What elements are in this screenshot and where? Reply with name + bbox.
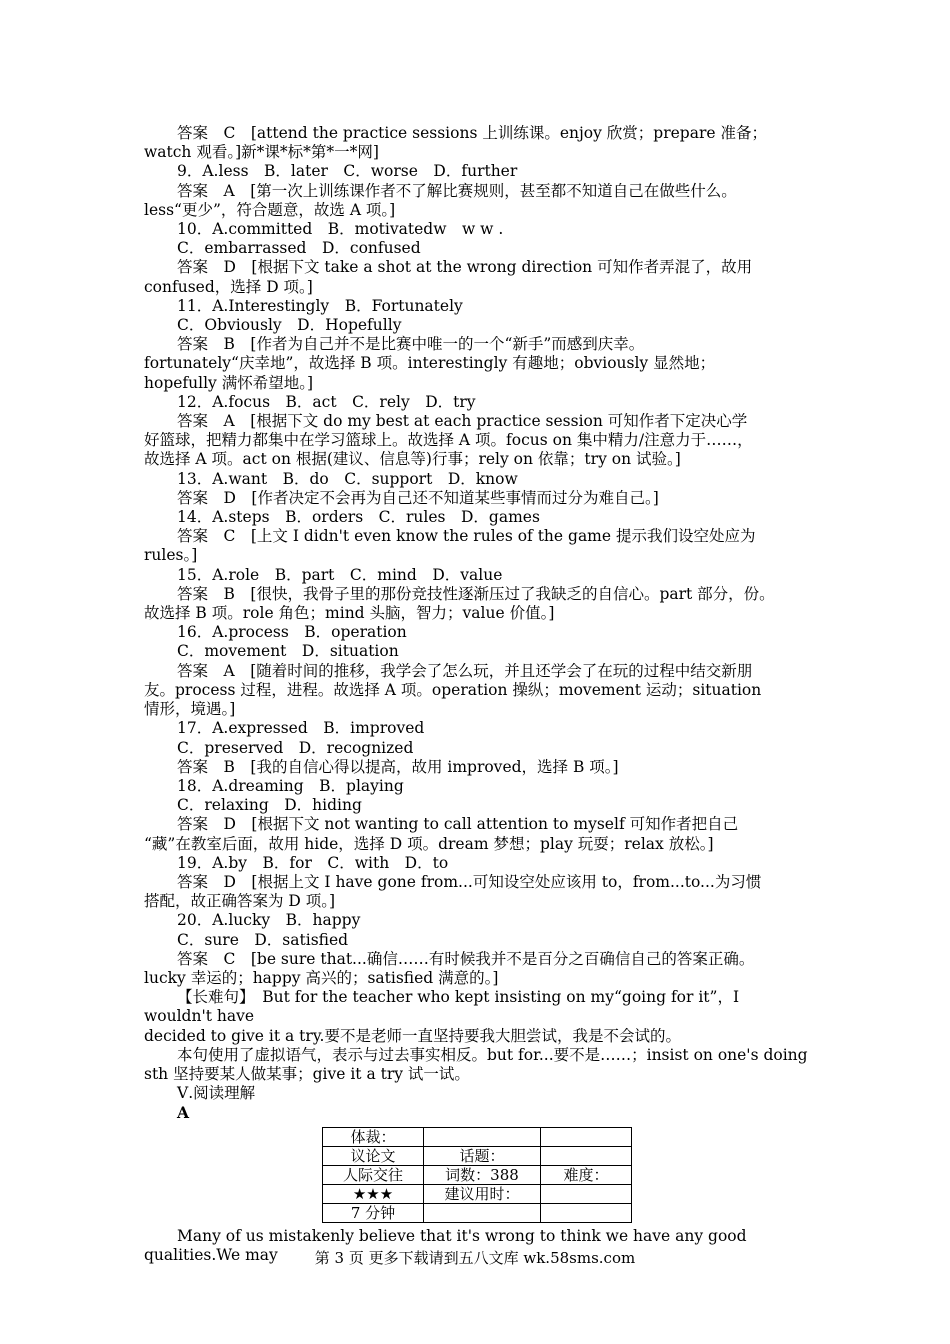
table-cell [541,1203,632,1222]
answer-11-line-1: 答案 B [作者为自己并不是比赛中唯一的一个“新手”而感到庆幸。 [177,335,645,354]
passage-info-table [322,1127,632,1223]
question-20-line-1: 20．A.lucky B．happy [177,911,361,930]
answer-14-line-1: 答案 C [上文 I didn't even know the rules of the game 提示我们设空处应为 [177,527,756,546]
table-cell: 7 分钟 [323,1203,424,1222]
answer-14-line-2: rules。] [144,546,198,565]
answer-12-line-1: 答案 A [根据下文 do my best at each practice session 可知作者下定决心学 [177,412,748,431]
question-10-line-1: 10．A.committed B．motivatedw w w . [177,220,504,239]
table-cell [541,1146,632,1165]
question-18-line-1: 18．A.dreaming B．playing [177,776,404,795]
question-9: 9．A.less B．later C．worse D．further [177,162,518,181]
answer-15-line-2: 故选择 B 项。role 角色；mind 头脑，智力；value 价值。] [144,604,555,623]
long-sentence-line-1: 【长难句】 But for the teacher who kept insisting on my“going for it”，I wouldn't have [144,988,740,1026]
question-17-line-2: C．preserved D．recognized [177,738,414,757]
question-12: 12．A.focus B．act C．rely D．try [177,392,476,411]
answer-11-line-2: fortunately“庆幸地”，故选择 B 项。interestingly 有趣地；obviously 显然地； [144,354,716,373]
table-row [323,1146,632,1165]
table-cell [541,1184,632,1203]
answer-18-line-2: “藏”在教室后面，故用 hide，选择 D 项。dream 梦想；play 玩耍；relax 放松。] [144,834,714,853]
answer-9-line-1: 答案 A [第一次上训练课作者不了解比赛规则，甚至都不知道自己在做些什么。 [177,181,737,200]
answer-16-line-1: 答案 A [随着时间的推移，我学会了怎么玩，并且还学会了在玩的过程中结交新朋 [177,661,753,680]
table-row [323,1127,632,1146]
table-cell: 话题： [424,1146,541,1165]
question-16-line-2: C．movement D．situation [177,642,399,661]
answer-8-line-2: watch 观看。]新*课*标*第*一*网] [144,143,379,162]
answer-20-line-1: 答案 C [be sure that...确信……有时候我并不是百分之百确信自己的答案正确。 [177,949,755,968]
table-cell: 建议用时： [424,1184,541,1203]
answer-10-line-1: 答案 D [根据下文 take a shot at the wrong direction 可知作者弄混了，故用 [177,258,753,277]
answer-18-line-1: 答案 D [根据下文 not wanting to call attention to myself 可知作者把自己 [177,815,739,834]
page-footer: 第 3 页 更多下载请到五八文库 wk.58sms.com [314,1249,636,1267]
table-cell [541,1127,632,1146]
table-row [323,1184,632,1203]
answer-15-line-1: 答案 B [很快，我骨子里的那份竞技性逐渐压过了我缺乏的自信心。part 部分，份。 [177,584,775,603]
table-cell: 词数：388 [424,1165,541,1184]
answer-9-line-2: less“更少”，符合题意，故选 A 项。] [144,200,396,219]
table-cell: 难度： [541,1165,632,1184]
passage-label: A [177,1103,190,1123]
answer-12-line-2: 好篮球，把精力都集中在学习篮球上。故选择 A 项。focus on 集中精力/注意力于……， [144,431,753,450]
question-11-line-1: 11．A.Interestingly B．Fortunately [177,296,463,315]
question-18-line-2: C．relaxing D．hiding [177,796,362,815]
answer-17: 答案 B [我的自信心得以提高，故用 improved，选择 B 项。] [177,757,619,776]
document-body [144,124,810,1265]
question-17-line-1: 17．A.expressed B．improved [177,719,425,738]
answer-16-line-2: 友。process 过程，进程。故选择 A 项。operation 操纵；movement 运动；situation [144,680,762,699]
question-14: 14．A.steps B．orders C．rules D．games [177,508,540,527]
answer-19-line-2: 搭配，故正确答案为 D 项。] [144,892,336,911]
section-heading-reading: Ⅴ.阅读理解 [177,1084,256,1103]
table-cell [424,1203,541,1222]
passage-first-line: Many of us mistakenly believe that it's wrong to think we have any good qualities.We may [144,1226,747,1264]
question-15: 15．A.role B．part C．mind D．value [177,565,503,584]
table-cell [424,1127,541,1146]
question-11-line-2: C．Obviously D．Hopefully [177,316,402,335]
question-19: 19．A.by B．for C．with D．to [177,853,449,872]
answer-13: 答案 D [作者决定不会再为自己还不知道某些事情而过分为难自己。] [177,488,659,507]
answer-10-line-2: confused，选择 D 项。] [144,277,313,296]
table-row [323,1203,632,1222]
question-13: 13．A.want B．do C．support D．know [177,469,518,488]
grammar-note-line-1: 本句使用了虚拟语气，表示与过去事实相反。but for...要不是……；insist on one's doing [177,1045,808,1064]
answer-16-line-3: 情形，境遇。] [144,700,236,719]
long-sentence-line-2: decided to give it a try.要不是老师一直坚持要我大胆尝试，我是不会试的。 [144,1026,681,1045]
table-row [323,1165,632,1184]
table-cell: 体裁： [323,1127,424,1146]
answer-20-line-2: lucky 幸运的；happy 高兴的；satisfied 满意的。] [144,968,499,987]
question-10-line-2: C．embarrassed D．confused [177,239,421,258]
answer-12-line-3: 故选择 A 项。act on 根据(建议、信息等)行事；rely on 依靠；try on 试验。] [144,450,681,469]
answer-11-line-3: hopefully 满怀希望地。] [144,373,314,392]
table-cell: 人际交往 [323,1165,424,1184]
answer-8-line-1: 答案 C [attend the practice sessions 上训练课。enjoy 欣赏；prepare 准备； [177,124,767,142]
question-20-line-2: C．sure D．satisfied [177,930,349,949]
question-16-line-1: 16．A.process B．operation [177,623,407,642]
grammar-note-line-2: sth 坚持要某人做某事；give it a try 试一试。 [144,1064,470,1083]
table-cell: ★★★ [323,1184,424,1203]
answer-19-line-1: 答案 D [根据上文 I have gone from...可知设空处应该用 to，from...to...为习惯 [177,872,762,891]
table-cell: 议论文 [323,1146,424,1165]
